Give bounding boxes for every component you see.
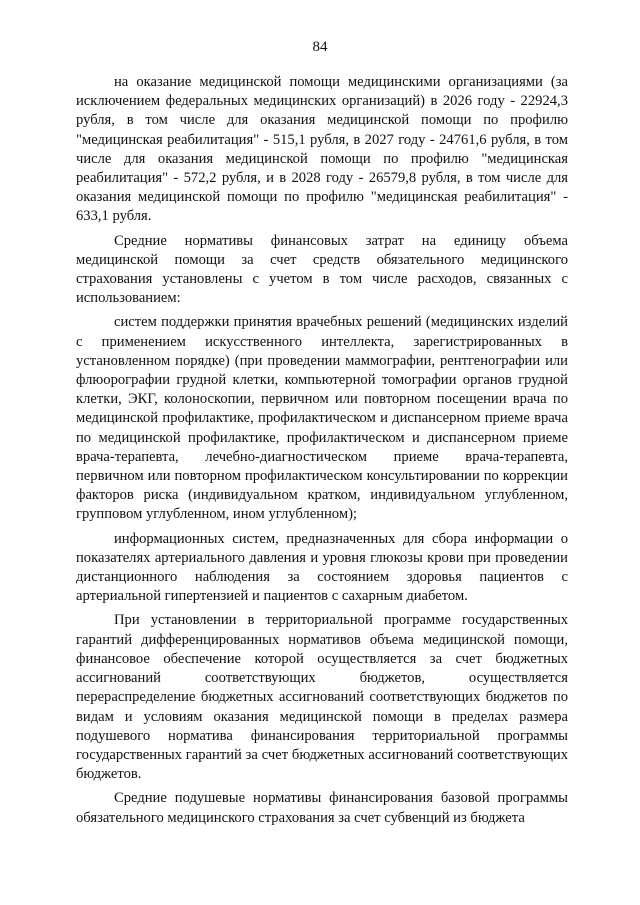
paragraph-differentiated-norms: При установлении в территориальной программе государственных гарантий дифференцированных нормативов объема медицинской помощи, финансовое обеспечение которой осуществляется за счет бюджетных ассигнований соответствующих бюджетов, осуществляется перераспределение бюджетных ассигнований соответствующих бюджетов по видам и условиям оказания медицинской помощи в пределах размера подушевого норматива финансирования территориальной программы государственных гарантий за счет бюджетных ассигнований соответствующих бюджетов. xyxy=(76,612,568,783)
page-number: 84 xyxy=(312,39,328,55)
paragraph-decision-support-systems: систем поддержки принятия врачебных решений (медицинских изделий с применением искусственного интеллекта, зарегистрированных в установленном порядке) (при проведении маммографии, рентгенографии или флюорографии грудной клетки, компьютерной томографии органов грудной клетки, ЭКГ, колоноскопии, первичном или повторном посещении врача по медицинской профилактике, профилактическом и диспансерном приеме врача по медицинской профилактике, профилактическом и диспансерном приеме врача-терапевта, лечебно-диагностическом приеме врача-терапевта, первичном или повторном профилактическом консультировании по коррекции факторов риска (индивидуальном кратком, индивидуальном углубленном, групповом углубленном, ином углубленном); xyxy=(76,314,568,523)
document-body xyxy=(76,73,568,828)
paragraph-average-cost-norms: Средние нормативы финансовых затрат на единицу объема медицинской помощи за счет средств обязательного медицинского страхования установлены с учетом в том числе расходов, связанных с использованием: xyxy=(76,232,568,307)
paragraph-per-capita-norms: Средние подушевые нормативы финансирования базовой программы обязательного медицинского страхования за счет субвенций из бюджета xyxy=(76,790,568,826)
paragraph-information-systems: информационных систем, предназначенных для сбора информации о показателях артериального давления и уровня глюкозы крови при проведении дистанционного наблюдения за состоянием здоровья пациентов с артериальной гипертензией и пациентов с сахарным диабетом. xyxy=(76,530,568,605)
paragraph-amounts-2026-2028: на оказание медицинской помощи медицинскими организациями (за исключением федеральных медицинских организаций) в 2026 году - 22924,3 рубля, в том числе для оказания медицинской помощи по профилю "медицинская реабилитация" - 515,1 рубля, в 2027 году - 24761,6 рубля, в том числе для оказания медицинской помощи по профилю "медицинская реабилитация" - 572,2 рубля, и в 2028 году - 26579,8 рубля, в том числе для оказания медицинской помощи по профилю "медицинская реабилитация" - 633,1 рубля. xyxy=(76,74,568,225)
